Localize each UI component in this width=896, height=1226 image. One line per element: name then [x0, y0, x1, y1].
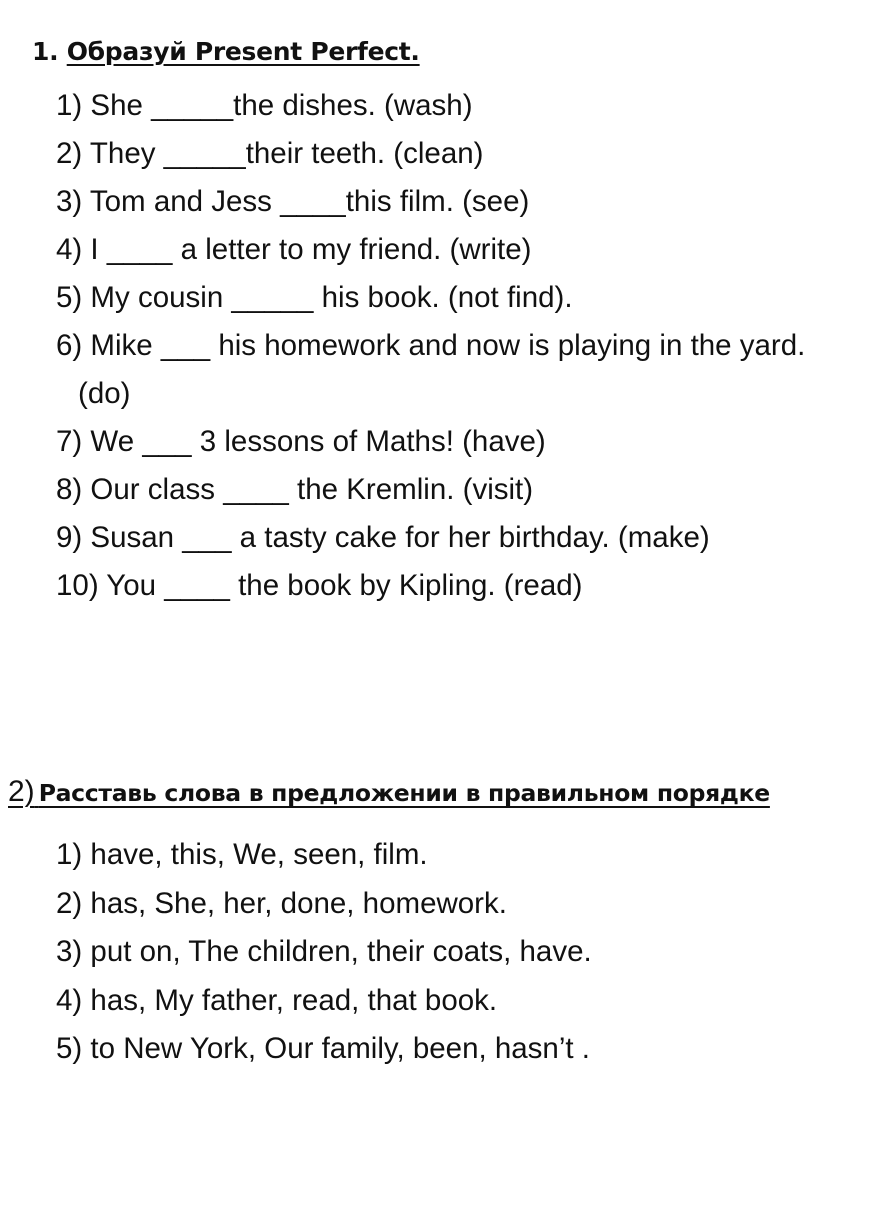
exercise-1-item: 3) Tom and Jess ____this film. (see) [56, 185, 530, 218]
exercise-1-item: 5) My cousin _____ his book. (not find). [56, 281, 573, 314]
exercise-1-number: 1. [32, 37, 59, 66]
exercise-2-item: 4) has, My father, read, that book. [56, 983, 498, 1017]
exercise-1-item: 9) Susan ___ a tasty cake for her birthday. (make) [56, 521, 710, 554]
exercise-1-item: 1) She _____the dishes. (wash) [56, 89, 473, 122]
exercise-2-item: 2) has, She, her, done, homework. [56, 886, 507, 920]
exercise-2-number: 2) [8, 775, 35, 808]
exercise-2-title: Расставь слова в предложении в правильном порядке [38, 779, 770, 807]
exercise-1-title: Образуй Present Perfect. [66, 37, 420, 66]
exercise-1-item: 4) I ____ a letter to my friend. (write) [56, 233, 532, 266]
exercise-2-item: 3) put on, The children, their coats, have. [56, 935, 592, 968]
exercise-2-item: 1) have, this, We, seen, film. [56, 838, 428, 871]
exercise-2-heading [8, 772, 770, 817]
exercise-2-item: 5) to New York, Our family, been, hasn’t . [56, 1032, 590, 1065]
exercise-1-item: 2) They _____their teeth. (clean) [56, 137, 484, 170]
exercise-1-item: 7) We ___ 3 lessons of Maths! (have) [56, 425, 546, 458]
exercise-1-heading [32, 36, 420, 68]
exercise-2-list [56, 831, 592, 1074]
exercise-1-list [56, 82, 805, 610]
exercise-1-item-continuation: (do) [78, 377, 131, 410]
exercise-1-item: 10) You ____ the book by Kipling. (read) [56, 569, 583, 602]
exercise-1-item: 8) Our class ____ the Kremlin. (visit) [56, 473, 534, 506]
exercise-1-item: 6) Mike ___ his homework and now is playing in the yard. [56, 329, 806, 362]
